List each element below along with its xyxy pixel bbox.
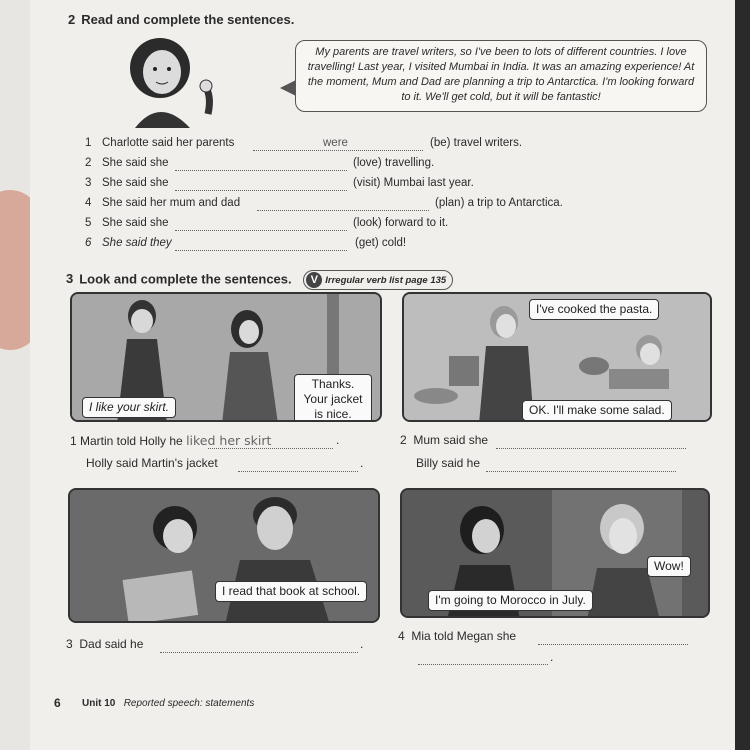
caption-3-blank[interactable] bbox=[160, 652, 358, 653]
bubble-martin: I like your skirt. bbox=[82, 397, 176, 418]
caption-4-blank-a[interactable] bbox=[538, 644, 688, 645]
caption-2a-blank[interactable] bbox=[496, 448, 686, 449]
bubble-dad: I read that book at school. bbox=[215, 581, 367, 602]
v-badge-icon: V bbox=[306, 272, 322, 288]
exercise-2-sentences bbox=[85, 135, 645, 255]
caption-1a-dot: . bbox=[336, 433, 340, 447]
verb-list-badge[interactable]: V Irregular verb list page 135 bbox=[303, 270, 453, 290]
speech-bubble bbox=[295, 40, 707, 112]
sentence-2: 2 She said she (love) travelling. bbox=[85, 157, 435, 169]
exercise-2-title: 2 Read and complete the sentences. bbox=[68, 12, 295, 27]
caption-1a-blank[interactable] bbox=[208, 448, 333, 449]
bubble-megan: Wow! bbox=[647, 556, 691, 577]
speech-text: My parents are travel writers, so I've been to lots of different countries. I love travelling! Last year, I visited Mumbai in India. It was an amazing experience! At the moment, Mum and Dad are planning a trip to Antarctica. I'm looking forward to it. We'll get cold, but it will be fantastic! bbox=[307, 46, 695, 103]
picture-4 bbox=[400, 488, 710, 618]
caption-3-dot: . bbox=[360, 637, 364, 651]
caption-2a: 2 Mum said she bbox=[400, 433, 489, 447]
sentence-4: 4 She said her mum and dad (plan) a trip to Antarctica. bbox=[85, 197, 563, 209]
answer-1: were bbox=[323, 137, 348, 149]
page-number: 6 bbox=[54, 696, 61, 710]
picture-3 bbox=[68, 488, 380, 623]
bubble-billy: OK. I'll make some salad. bbox=[522, 400, 672, 421]
picture-2 bbox=[402, 292, 712, 422]
answer-blank-5[interactable] bbox=[175, 230, 347, 231]
dad-reading-scene bbox=[70, 490, 380, 623]
speech-bubble-tail bbox=[280, 80, 296, 96]
girl-illustration bbox=[120, 36, 230, 128]
bubble-mum: I've cooked the pasta. bbox=[529, 299, 659, 320]
caption-1b-dot: . bbox=[360, 456, 364, 470]
bubble-mia: I'm going to Morocco in July. bbox=[428, 590, 593, 611]
picture-1 bbox=[70, 292, 382, 422]
sentence-6: 6 She said they (get) cold! bbox=[85, 237, 407, 249]
caption-1-answer: liked her skirt bbox=[186, 433, 272, 448]
answer-blank-6[interactable] bbox=[175, 250, 347, 251]
answer-blank-1[interactable] bbox=[253, 150, 423, 151]
caption-1b: Holly said Martin's jacket bbox=[86, 456, 218, 470]
caption-3: 3 Dad said he bbox=[66, 637, 144, 651]
bubble-holly: Thanks. Your jacket is nice. bbox=[294, 374, 372, 422]
caption-1b-blank[interactable] bbox=[238, 471, 358, 472]
sentence-3: 3 She said she (visit) Mumbai last year. bbox=[85, 177, 474, 189]
sentence-5: 5 She said she (look) forward to it. bbox=[85, 217, 449, 229]
caption-1a: 1 Martin told Holly he liked her skirt bbox=[70, 433, 272, 448]
caption-4: 4 Mia told Megan she bbox=[398, 629, 517, 643]
caption-2b: Billy said he bbox=[416, 456, 481, 470]
worksheet-page bbox=[30, 0, 735, 750]
caption-4-blank-b[interactable] bbox=[418, 664, 548, 665]
answer-blank-2[interactable] bbox=[175, 170, 347, 171]
answer-blank-3[interactable] bbox=[175, 190, 347, 191]
caption-4-dot: . bbox=[550, 650, 554, 664]
exercise-3-title: 3 Look and complete the sentences. V Irregular verb list page 135 bbox=[66, 270, 453, 290]
answer-blank-4[interactable] bbox=[257, 210, 429, 211]
page-footer: 6 Unit 10 Reported speech: statements bbox=[54, 696, 255, 710]
caption-2b-blank[interactable] bbox=[486, 471, 676, 472]
sentence-1: 1 Charlotte said her parents were (be) travel writers. bbox=[85, 137, 523, 149]
